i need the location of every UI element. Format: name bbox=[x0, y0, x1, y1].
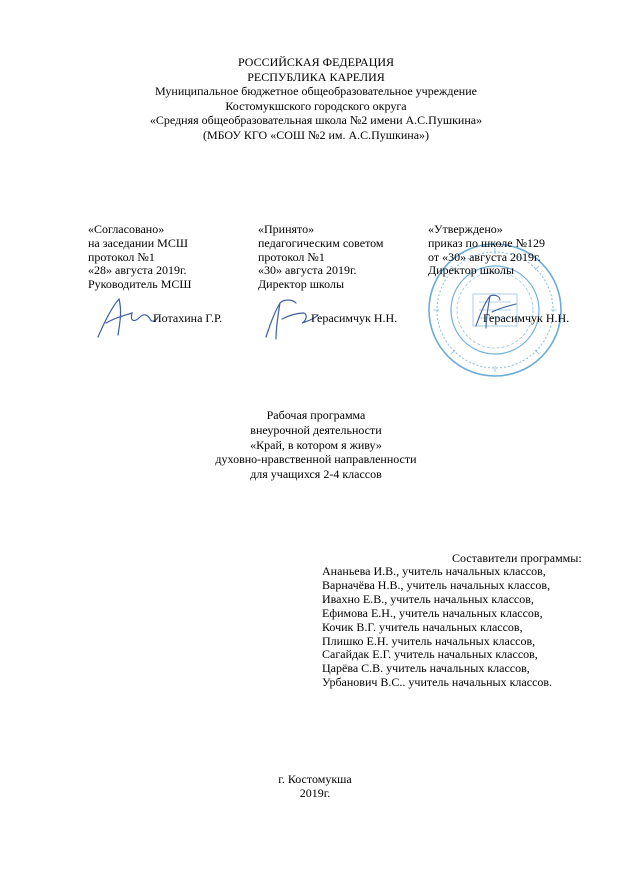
footer-city: г. Костомукша bbox=[278, 772, 352, 786]
document-footer bbox=[200, 773, 430, 801]
signature-agreed bbox=[92, 293, 162, 343]
header-republic: РЕСПУБЛИКА КАРЕЛИЯ bbox=[247, 69, 385, 84]
approval-accepted bbox=[258, 223, 384, 292]
compiler-item: Царёва С.В. учитель начальных классов, bbox=[322, 661, 530, 676]
header-country: РОССИЙСКАЯ ФЕДЕРАЦИЯ bbox=[237, 55, 395, 69]
header-school-name: «Средняя общеобразовательная школа №2 имени А.С.Пушкина» bbox=[149, 113, 483, 127]
approved-title: «Утверждено» bbox=[428, 222, 503, 236]
accepted-title: «Принято» bbox=[258, 222, 315, 236]
approved-date: от «30» августа 2019г. bbox=[428, 249, 541, 264]
approved-signer: Герасимчук Н.Н. bbox=[483, 311, 570, 325]
program-audience: для учащихся 2-4 классов bbox=[250, 467, 382, 482]
approval-agreed bbox=[88, 223, 191, 292]
compiler-item: Урбанович В.С.. учитель начальных классов. bbox=[322, 675, 553, 690]
agreed-protocol: протокол №1 bbox=[88, 249, 155, 264]
header-institution-type: Муниципальное бюджетное общеобразовательное учреждение bbox=[155, 84, 477, 98]
program-type: Рабочая программа bbox=[266, 408, 366, 422]
compiler-item: Ефимова Е.Н., учитель начальных классов, bbox=[322, 605, 543, 620]
compiler-item: Сагайдак Е.Г. учитель начальных классов, bbox=[322, 647, 538, 662]
compiler-item: Кочик В.Г. учитель начальных классов, bbox=[322, 619, 523, 634]
accepted-council: педагогическим советом bbox=[258, 235, 384, 250]
compilers-heading: Составители программы: bbox=[452, 551, 582, 565]
school-header bbox=[0, 55, 632, 142]
program-name: «Край, в котором я живу» bbox=[250, 437, 382, 452]
approval-approved bbox=[428, 223, 545, 278]
accepted-date: «30» августа 2019г. bbox=[258, 263, 357, 278]
compilers-list bbox=[322, 565, 552, 690]
agreed-role: Руководитель МСШ bbox=[88, 277, 192, 292]
agreed-date: «28» августа 2019г. bbox=[88, 263, 187, 278]
header-school-abbrev: (МБОУ КГО «СОШ №2 им. А.С.Пушкина») bbox=[202, 127, 430, 142]
header-district: Костомукшского городского округа bbox=[225, 98, 407, 113]
approved-role: Директор школы bbox=[428, 263, 515, 278]
compiler-item: Варначёва Н.В., учитель начальных классов, bbox=[322, 577, 551, 592]
agreed-signer: Потахина Г.Р. bbox=[153, 311, 223, 325]
program-direction: духовно-нравственной направленности bbox=[215, 452, 417, 467]
program-activity: внеурочной деятельности bbox=[250, 422, 382, 437]
accepted-protocol: протокол №1 bbox=[258, 249, 325, 264]
footer-year: 2019г. bbox=[299, 785, 331, 800]
agreed-meeting: на заседании МСШ bbox=[88, 235, 188, 250]
compiler-item: Ананьева И.В., учитель начальных классов, bbox=[322, 564, 546, 578]
compiler-item: Плишко Е.Н. учитель начальных классов, bbox=[322, 633, 536, 648]
compiler-item: Ивахно Е.В., учитель начальных классов, bbox=[322, 591, 534, 606]
program-title bbox=[0, 408, 632, 482]
accepted-signer: Герасимчук Н.Н. bbox=[311, 311, 398, 325]
accepted-role: Директор школы bbox=[258, 277, 345, 292]
agreed-title: «Согласовано» bbox=[88, 222, 165, 236]
approved-order: приказ по школе №129 bbox=[428, 235, 546, 250]
